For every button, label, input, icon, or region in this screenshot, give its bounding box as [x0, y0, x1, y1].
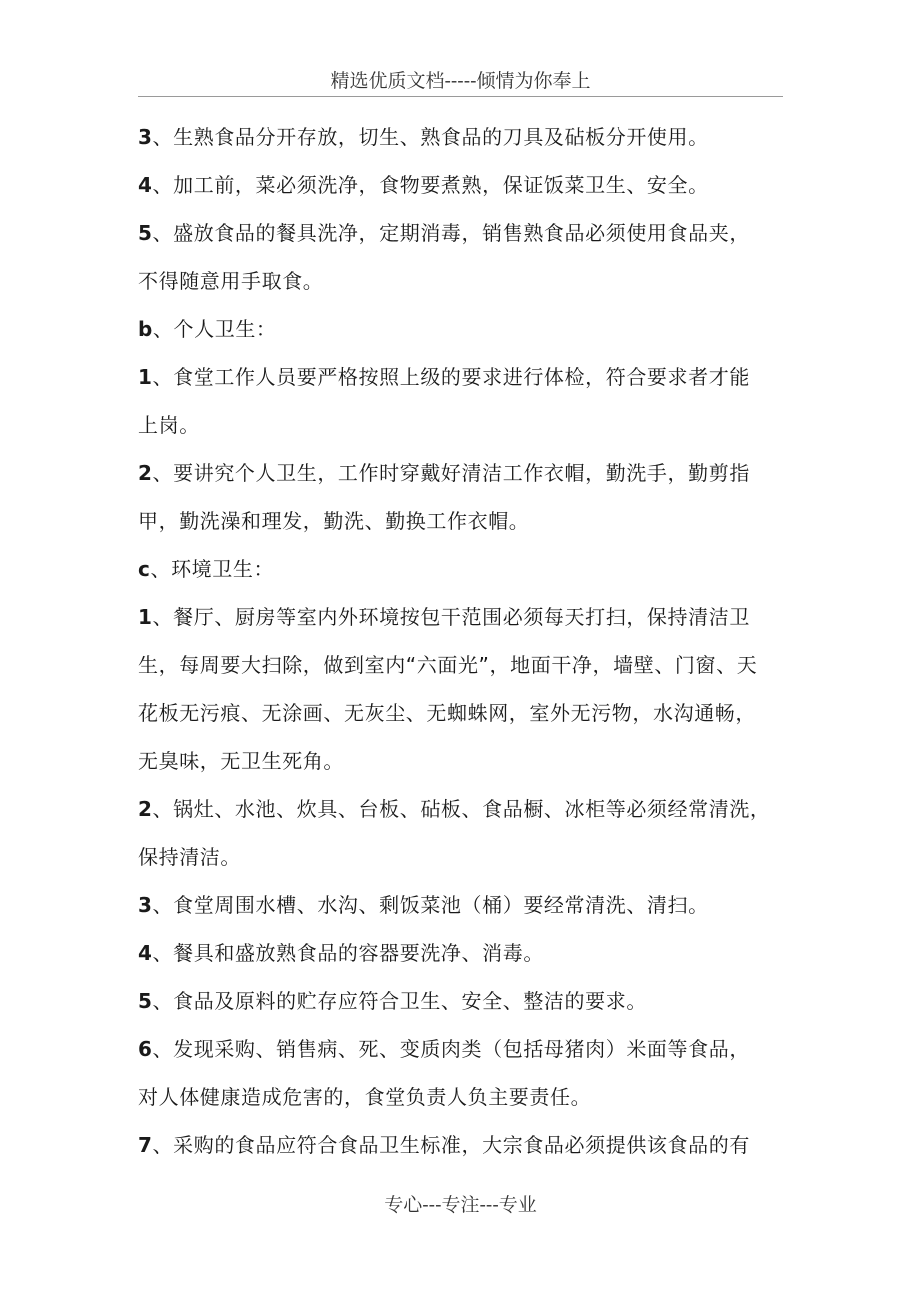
item-marker: 1 — [138, 605, 153, 629]
section-marker: c — [138, 557, 151, 581]
paragraph-text: 、加工前，菜必须洗净，食物要煮熟，保证饭菜卫生、安全。 — [152, 173, 709, 197]
paragraph-text: 、发现采购、销售病、死、变质肉类（包括母猪肉）米面等食品， 对人体健康造成危害的，食堂负责人负主要责任。 — [138, 1037, 750, 1109]
page-footer: 专心---专注---专业 — [384, 1194, 537, 1216]
item-marker: 3 — [138, 893, 153, 917]
section-heading-text: 、个人卫生： — [152, 317, 277, 341]
paragraph-text: 、盛放食品的餐具洗净，定期消毒，销售熟食品必须使用食品夹， 不得随意用手取食。 — [138, 221, 750, 293]
paragraph-text: 、食堂工作人员要严格按照上级的要求进行体检，符合要求者才能 上岗。 — [138, 365, 750, 437]
item-marker: 4 — [138, 941, 153, 965]
paragraph-text: 、要讲究个人卫生，工作时穿戴好清洁工作衣帽，勤洗手，勤剪指 甲，勤洗澡和理发，勤洗、勤换工作衣帽。 — [138, 461, 750, 533]
item-marker: 7 — [138, 1133, 153, 1157]
item-marker: 4 — [138, 173, 153, 197]
paragraph — [138, 113, 783, 161]
header-divider — [138, 96, 783, 97]
paragraph-text: 、食堂周围水槽、水沟、剩饭菜池（桶）要经常清洗、清扫。 — [152, 893, 709, 917]
item-marker: 5 — [138, 989, 153, 1013]
paragraph-text: 、餐厅、厨房等室内外环境按包干范围必须每天打扫，保持清洁卫 生，每周要大扫除，做到室内“六面光”，地面干净，墙壁、门窗、天 花板无污痕、无涂画、无灰尘、无蜘蛛网，室外无污物，水沟通畅， 无臭味，无卫生死角。 — [138, 605, 758, 773]
section-marker: b — [138, 317, 153, 341]
section-heading — [138, 545, 783, 593]
item-marker: 3 — [138, 125, 153, 149]
paragraph — [138, 449, 783, 545]
section-heading-text: 、环境卫生： — [150, 557, 275, 581]
paragraph-text: 、食品及原料的贮存应符合卫生、安全、整洁的要求。 — [152, 989, 647, 1013]
paragraph — [138, 353, 783, 449]
paragraph-text: 、餐具和盛放熟食品的容器要洗净、消毒。 — [152, 941, 544, 965]
paragraph — [138, 881, 783, 929]
document-body — [138, 113, 783, 1169]
paragraph — [138, 593, 783, 785]
paragraph — [138, 785, 783, 881]
paragraph-text: 、采购的食品应符合食品卫生标准，大宗食品必须提供该食品的有 — [152, 1133, 750, 1157]
item-marker: 2 — [138, 797, 153, 821]
paragraph — [138, 209, 783, 305]
paragraph — [138, 1121, 783, 1169]
page-header: 精选优质文档-----倾情为你奉上 — [330, 70, 591, 92]
paragraph-text: 、生熟食品分开存放，切生、熟食品的刀具及砧板分开使用。 — [152, 125, 709, 149]
paragraph — [138, 161, 783, 209]
paragraph-text: 、锅灶、水池、炊具、台板、砧板、食品橱、冰柜等必须经常清洗， 保持清洁。 — [138, 797, 771, 869]
item-marker: 5 — [138, 221, 153, 245]
section-heading — [138, 305, 783, 353]
paragraph — [138, 1025, 783, 1121]
paragraph — [138, 977, 783, 1025]
item-marker: 6 — [138, 1037, 153, 1061]
item-marker: 1 — [138, 365, 153, 389]
item-marker: 2 — [138, 461, 153, 485]
paragraph — [138, 929, 783, 977]
